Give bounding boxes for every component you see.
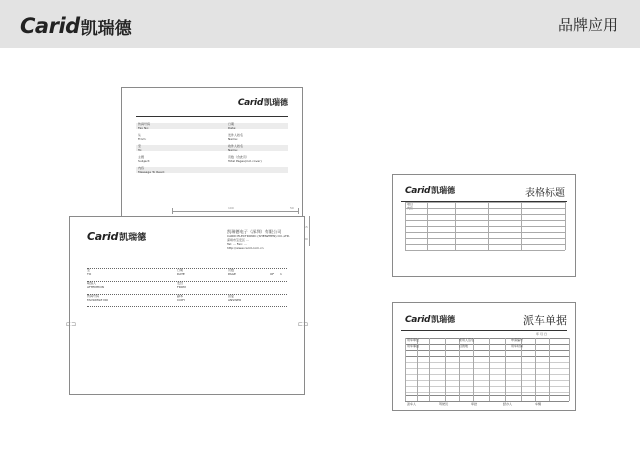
fax-label-cn: 收件人姓名 — [228, 144, 244, 148]
vehicle-col-line — [473, 338, 474, 401]
letterhead-field-en: FACSIMILE NO — [87, 298, 108, 302]
company-name-en: CARID ELECTRONIC (SHENZHEN) CO.,LTD. — [227, 234, 291, 238]
vehicle-card-logo-cn: 凯瑞德 — [431, 314, 456, 324]
fax-label-en: Message To Read: — [138, 169, 165, 174]
vehicle-col-line — [445, 338, 446, 401]
fax-label-cn: 至 — [138, 144, 142, 148]
fax-label-cn: 页数（含此页） — [228, 155, 250, 159]
vehicle-col-line — [535, 338, 536, 401]
vehicle-row1-label: 申请编号 — [511, 338, 524, 342]
dimension-label-top: 100 — [228, 206, 234, 210]
letterhead-field-en: PAGE — [228, 272, 236, 276]
fax-label-en: Fax No: — [138, 125, 150, 130]
vehicle-row2-label: 目的地 — [459, 344, 469, 348]
vehicle-footer-label: 派车人 — [407, 402, 417, 406]
dimension-label-side1: 15 — [304, 225, 308, 229]
vehicle-card-logo-word: Carid — [405, 314, 431, 325]
letterhead-field-cn: 页数 — [228, 268, 235, 272]
letterhead-page-mark: OF — [270, 272, 275, 276]
vehicle-footer-label: 审批 — [471, 402, 478, 406]
letterhead-field-en: ANSWER — [228, 298, 242, 302]
fax-row-stripe — [136, 145, 288, 151]
vehicle-row1-label: 使用人签名 — [459, 338, 475, 342]
company-name-cn: 凯瑞德电子（深圳）有限公司 — [227, 229, 282, 234]
logo-wordmark: Carid — [20, 14, 80, 38]
fax-logo-word: Carid — [237, 97, 263, 108]
dimension-label-side2: 30 — [304, 237, 308, 241]
letterhead-logo-word: Carid — [87, 230, 119, 243]
vehicle-row-line — [405, 401, 569, 402]
table-card-row-line — [405, 226, 565, 227]
vehicle-col-line — [489, 338, 490, 401]
logo-chinese: 凯瑞德 — [80, 18, 132, 39]
dimension-line-side — [309, 216, 310, 246]
vehicle-row1-label: 用车单位 — [407, 338, 420, 342]
letterhead-logo — [87, 230, 146, 243]
dimension-line-top — [172, 211, 298, 212]
vehicle-footer-label: 经办人 — [503, 402, 513, 406]
fax-label-cn: 发件人姓名 — [228, 133, 244, 137]
table-card-row-line — [405, 238, 565, 239]
fax-label-cn: 从 — [138, 133, 142, 137]
table-card-row-line — [405, 232, 565, 233]
vehicle-col-line — [405, 338, 406, 401]
letterhead-field-cn: 联络人 — [87, 281, 97, 285]
fax-label-cn: 传真号码 — [138, 122, 151, 126]
table-card-logo-cn: 凯瑞德 — [431, 185, 456, 195]
table-card-row-line — [405, 220, 565, 221]
fax-label-en: Subject: — [138, 158, 151, 163]
letterhead-field-en: COPY — [177, 298, 186, 302]
table-title-card — [392, 174, 576, 277]
fax-logo-cn: 凯瑞德 — [264, 97, 288, 107]
letterhead-divider — [87, 294, 287, 295]
table-card-col-label: 项目 — [407, 202, 414, 206]
letterhead-field-en: ATTENTION — [87, 285, 104, 289]
table-card-row-line — [405, 244, 565, 245]
table-card-col-line — [455, 202, 456, 250]
vehicle-dispatch-card — [392, 302, 576, 411]
table-card-logo-word: Carid — [405, 185, 431, 196]
vehicle-card-date: 年 月 日 — [536, 332, 547, 336]
table-card-col-line — [565, 202, 566, 250]
table-card-col-line — [405, 202, 406, 250]
table-card-logo — [405, 185, 455, 196]
table-card-row-line — [405, 202, 565, 203]
vehicle-footer-label: 驾驶员 — [439, 402, 449, 406]
table-card-row-line — [405, 250, 565, 251]
letterhead-page-mark: 1 — [280, 272, 282, 276]
fax-label-en: Total Pages(incl.cover) — [228, 158, 262, 163]
company-contact: Tel: ... Fax: ... — [227, 242, 247, 246]
letterhead-field-cn: 日期 — [177, 268, 184, 272]
vehicle-footer-label: 车辆 — [535, 402, 542, 406]
table-card-col-sub: 内容 — [407, 206, 414, 210]
fax-label-cn: 日期 — [228, 122, 235, 126]
vehicle-row2-label: 用车时间 — [511, 344, 524, 348]
header-band — [0, 0, 640, 48]
vehicle-col-line — [549, 338, 550, 401]
letterhead-field-cn: 传真号码 — [87, 294, 100, 298]
fax-label-en: From: — [138, 136, 147, 141]
letterhead-field-cn: 副本 — [177, 294, 184, 298]
fax-label-en: Name: — [228, 136, 238, 141]
fax-label-cn: 内容 — [138, 166, 145, 170]
dimension-label-top2: 50 — [290, 206, 294, 210]
table-card-row-line — [405, 208, 565, 209]
letterhead-field-en: DATE — [177, 272, 185, 276]
fax-label-en: Date: — [228, 125, 237, 130]
fax-logo — [238, 97, 288, 108]
letterhead-field-cn: 至 — [87, 268, 91, 272]
letterhead-field-cn: 发自 — [177, 281, 184, 285]
table-card-title: 表格标题 — [525, 188, 565, 199]
table-card-col-line — [427, 202, 428, 250]
fax-row-stripe — [136, 123, 288, 129]
company-web: http://www.carid.com.cn — [227, 246, 264, 250]
letterhead-divider — [87, 306, 287, 307]
table-card-col-line — [488, 202, 489, 250]
vehicle-col-line — [429, 338, 430, 401]
vehicle-col-line — [505, 338, 506, 401]
letterhead-divider — [87, 281, 287, 282]
fax-label-en: Name: — [228, 147, 238, 152]
vehicle-col-line — [569, 338, 570, 401]
letterhead-sheet — [69, 216, 305, 395]
letterhead-logo-cn: 凯瑞德 — [119, 233, 147, 243]
vehicle-row2-label: 用车事由 — [407, 344, 420, 348]
brand-logo — [20, 14, 132, 38]
fax-label-cn: 主题 — [138, 155, 145, 159]
table-card-row-line — [405, 214, 565, 215]
letterhead-divider — [87, 268, 287, 269]
company-address: 深圳市宝安区 ... — [227, 238, 249, 242]
page-title: 品牌应用 — [557, 16, 618, 34]
letterhead-field-en: TO — [87, 272, 92, 276]
fax-label-en: To: — [138, 147, 143, 152]
letterhead-field-cn: 回复 — [228, 294, 235, 298]
table-card-col-line — [521, 202, 522, 250]
letterhead-field-en: FROM — [177, 285, 186, 289]
vehicle-card-logo — [405, 314, 455, 325]
vehicle-card-title: 派车单据 — [523, 314, 567, 327]
